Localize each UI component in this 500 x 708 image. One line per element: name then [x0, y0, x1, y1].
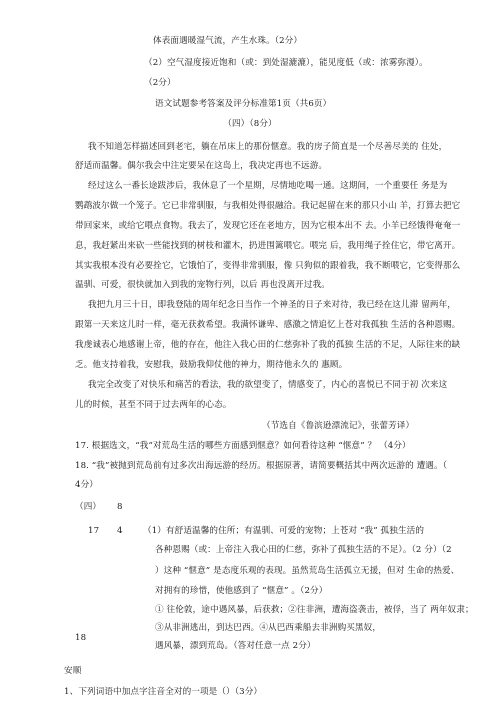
- section-title: （四）（8分）: [223, 119, 277, 129]
- table-row-17-answer: （1）有舒适温馨的住所；有温驯、可爱的宠物；上苍对 “我” 孤独生活的: [143, 526, 425, 536]
- table-row-18-number: 18: [75, 633, 87, 643]
- section-heading: 安顺: [64, 666, 82, 676]
- question-18-cont: 4分）: [75, 480, 98, 490]
- passage-line: 其实我根本没有必要拴它，它饿怕了，变得非常驯服，像 只狗似的跟着我，我不断喂它，它变得那么: [75, 261, 461, 271]
- passage-line: 温驯、可爱，很快就加入到我的宠物行列，以后 再也没离开过我。: [75, 280, 330, 290]
- table-head-score: 8: [117, 502, 123, 512]
- passage-line: 乏。他支持着我，安慰我，鼓励我仰仗他的神力，期待他永久的 惠顾。: [75, 360, 348, 370]
- answer-line: 体表面遇暖湿气流，产生水珠。（2分）: [153, 36, 303, 46]
- question-17: 17. 根据选文，“我”对荒岛生活的哪些方面感到惬意？如何看待这种 “惬意” ？ （4分）: [75, 441, 411, 451]
- passage-line: 我虔诚表心地感谢上帝，他的存在，他注入我心田的仁慈弥补了我的孤独 生活的不足，人际往来的缺: [75, 340, 461, 350]
- table-row-18-answer: 遇风暴，漂到荒岛。（答对任意一点 2分）: [155, 641, 316, 651]
- passage-line: 我把九月三十日，即我登陆的周年纪念日当作一个神圣的日子来对待，我已经在这儿滞 留两年，: [88, 300, 456, 310]
- passage-source: （节选自《鲁滨逊漂流记》，张蕾芳译）: [262, 421, 415, 431]
- passage-line: 我完全改变了对快乐和痛苦的看法，我的欲望变了，情感变了，内心的喜悦已不同于初 次来这: [88, 380, 448, 390]
- table-row-17-answer: 对拥有的珍惜，使他感到了 “惬意” 。（2分）: [155, 586, 328, 596]
- table-row-17-answer: 各种恩赐（或：上帝注入我心田的仁慈，弥补了孤独生活的不足）。（2 分）（2: [155, 545, 452, 555]
- table-head-section: （四）: [75, 502, 102, 512]
- passage-line: 跟第一天来这儿时一样，毫无获救希望。我满怀谦卑、感激之情追忆上苍对我孤独 生活的各种恩赐。: [75, 320, 461, 330]
- table-row-17-number: 17: [88, 526, 100, 536]
- table-row-17-answer: ）这种 “惬意” 是态度乐观的表现。虽然荒岛生活孤立无援，但对 生命的热爱、: [155, 566, 460, 576]
- passage-line: 息，我赶紧出来砍一些能找到的树枝和灌木，扔进围篱喂它。喂完 后，我用绳子拴住它，带它离开。: [75, 241, 461, 251]
- passage-line: 我不知道怎样描述回到老宅，躺在吊床上的那份惬意。我的房子简直是一个尽善尽美的 住处，: [88, 142, 448, 152]
- answer-line: （2）空气湿度接近饱和（或：到处湿漉漉），能见度低（或：浓雾弥漫）。: [144, 58, 428, 68]
- passage-line: 鹦鹉波尔做一个笼子。它已非常驯服，与我相处得很融洽。我记起留在来的那只小山 羊，打算去把它: [75, 201, 461, 211]
- passage-line: 儿的时候，甚至不同于过去两年的心态。: [75, 400, 232, 410]
- question-1: 1、下列词语中加点字注音全对的一项是（）（3分）: [64, 687, 263, 697]
- passage-line: 带回家来，或给它喂点食物。我去了，发现它还在老地方，因为它根本出不 去。小羊已经饿得奄奄一: [75, 221, 461, 231]
- passage-line: 舒适而温馨。偶尔我会中注定要呆在这岛上，我决定再也不远游。: [75, 161, 328, 171]
- table-row-17-score: 4: [117, 526, 123, 536]
- answer-line: （2分）: [144, 78, 176, 88]
- table-row-18-answer: ③从非洲逃出，到达巴西。④从巴西乘船去非洲购买黑奴，: [155, 623, 382, 633]
- question-18: 18. “我”被抛到荒岛前有过多次出海远游的经历。根据原著，请简要概括其中两次远游的 遭遇。（: [75, 461, 448, 471]
- table-row-18-answer: ① 往伦敦，途中遇风暴，后获救；②往非洲，遭海盗袭击，被俘，当了 两年奴隶；: [155, 605, 474, 615]
- page-footer: 语文试题参考答案及评分标准第1页（共6页）: [155, 99, 332, 109]
- passage-line: 经过这么一番长途跋涉后，我休息了一个星期，尽情地吃喝一通。这期间，一个重要任 务是为: [88, 181, 448, 191]
